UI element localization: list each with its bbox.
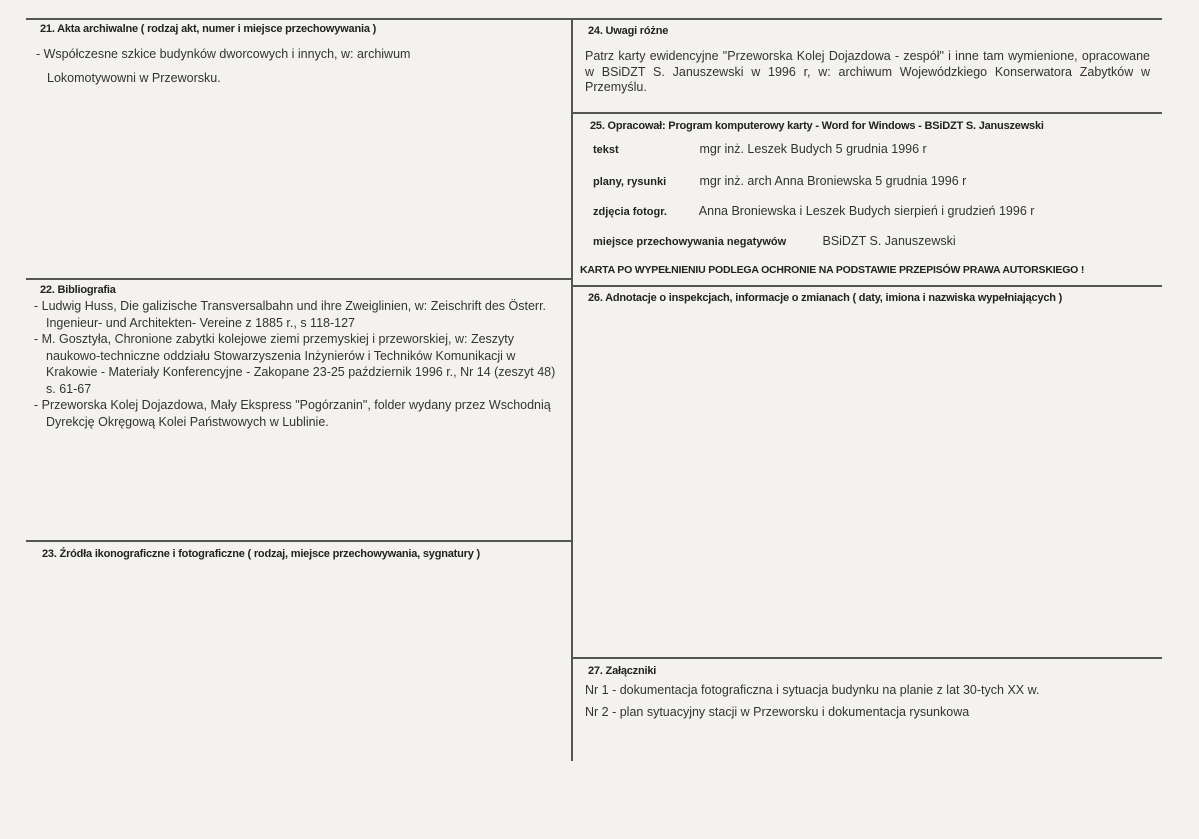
author-row-label: tekst [593,144,619,156]
divider [26,278,572,280]
section-26-heading: 26. Adnotacje o inspekcjach, informacje o zmianach ( daty, imiona i nazwiska wypełniających ) [588,292,1063,304]
divider [571,18,573,761]
section-21-line-1: - Współczesne szkice budynków dworcowych i innych, w: archiwum [36,47,411,61]
author-row-value: BSiDZT S. Januszewski [822,234,956,248]
bibliography-entry: - Przeworska Kolej Dojazdowa, Mały Ekspress "Pogórzanin", folder wydany przez Wschodnią Dyrekcję Okręgową Kolei Państwowych w Lublinie. [34,398,551,429]
author-row-negatives [593,234,956,248]
divider [26,18,572,20]
author-row-label: plany, rysunki [593,176,667,188]
bibliography-entry: - M. Gosztyła, Chronione zabytki kolejowe ziemi przemyskiej i przeworskiej, w: Zeszyty naukowo-techniczne oddziału Stowarzyszenia Inżynierów i Techników Komunikacji w Krakowie - Materiały Konferencyjne - Zakopane 23-25 październik 1996 r., Nr 14 (zeszyt 48) s. 61-67 [34,332,556,396]
author-row-label: zdjęcia fotogr. [593,206,667,218]
author-row-label: miejsce przechowywania negatywów [593,236,787,248]
section-21-line-2: Lokomotywowni w Przeworsku. [47,71,221,85]
divider [572,657,1162,659]
copyright-notice: KARTA PO WYPEŁNIENIU PODLEGA OCHRONIE NA PODSTAWIE PRZEPISÓW PRAWA AUTORSKIEGO ! [580,264,1085,276]
section-22-heading: 22. Bibliografia [40,284,116,296]
divider [572,112,1162,114]
divider [26,540,572,542]
author-row-text [593,142,927,156]
bibliography-entry: - Ludwig Huss, Die galizische Transversalbahn und ihre Zweiglinien, w: Zeischrift des Österr. Ingenieur- und Architekten- Vereine z 1885 r., s 118-127 [34,299,547,330]
divider [572,18,1162,20]
bibliography-list [34,298,562,430]
attachment-item: Nr 2 - plan sytuacyjny stacji w Przeworsku i dokumentacja rysunkowa [585,705,970,719]
divider [572,285,1162,287]
attachment-item: Nr 1 - dokumentacja fotograficzna i sytuacja budynku na planie z lat 30-tych XX w. [585,683,1040,697]
author-row-value: mgr inż. Leszek Budych 5 grudnia 1996 r [699,142,927,156]
section-23-heading: 23. Źródła ikonograficzne i fotograficzne ( rodzaj, miejsce przechowywania, sygnatury ) [42,548,480,560]
section-27-heading: 27. Załączniki [588,665,657,677]
author-row-drawings [593,174,966,188]
section-24-text: Patrz karty ewidencyjne "Przeworska Kolej Dojazdowa - zespół" i inne tam wymienione, opracowane w BSiDZT S. Januszewski w 1996 r, w: archiwum Wojewódzkiego Konserwatora Zabytków w Przemyślu. [585,49,1150,94]
author-row-photos [593,204,1034,218]
section-25-heading: 25. Opracował: Program komputerowy karty - Word for Windows - BSiDZT S. Januszewski [590,120,1044,132]
section-21-heading: 21. Akta archiwalne ( rodzaj akt, numer i miejsce przechowywania ) [40,23,377,35]
author-row-value: mgr inż. arch Anna Broniewska 5 grudnia 1996 r [699,174,967,188]
author-row-value: Anna Broniewska i Leszek Budych sierpień i grudzień 1996 r [698,204,1035,218]
section-24-heading: 24. Uwagi różne [588,25,669,37]
